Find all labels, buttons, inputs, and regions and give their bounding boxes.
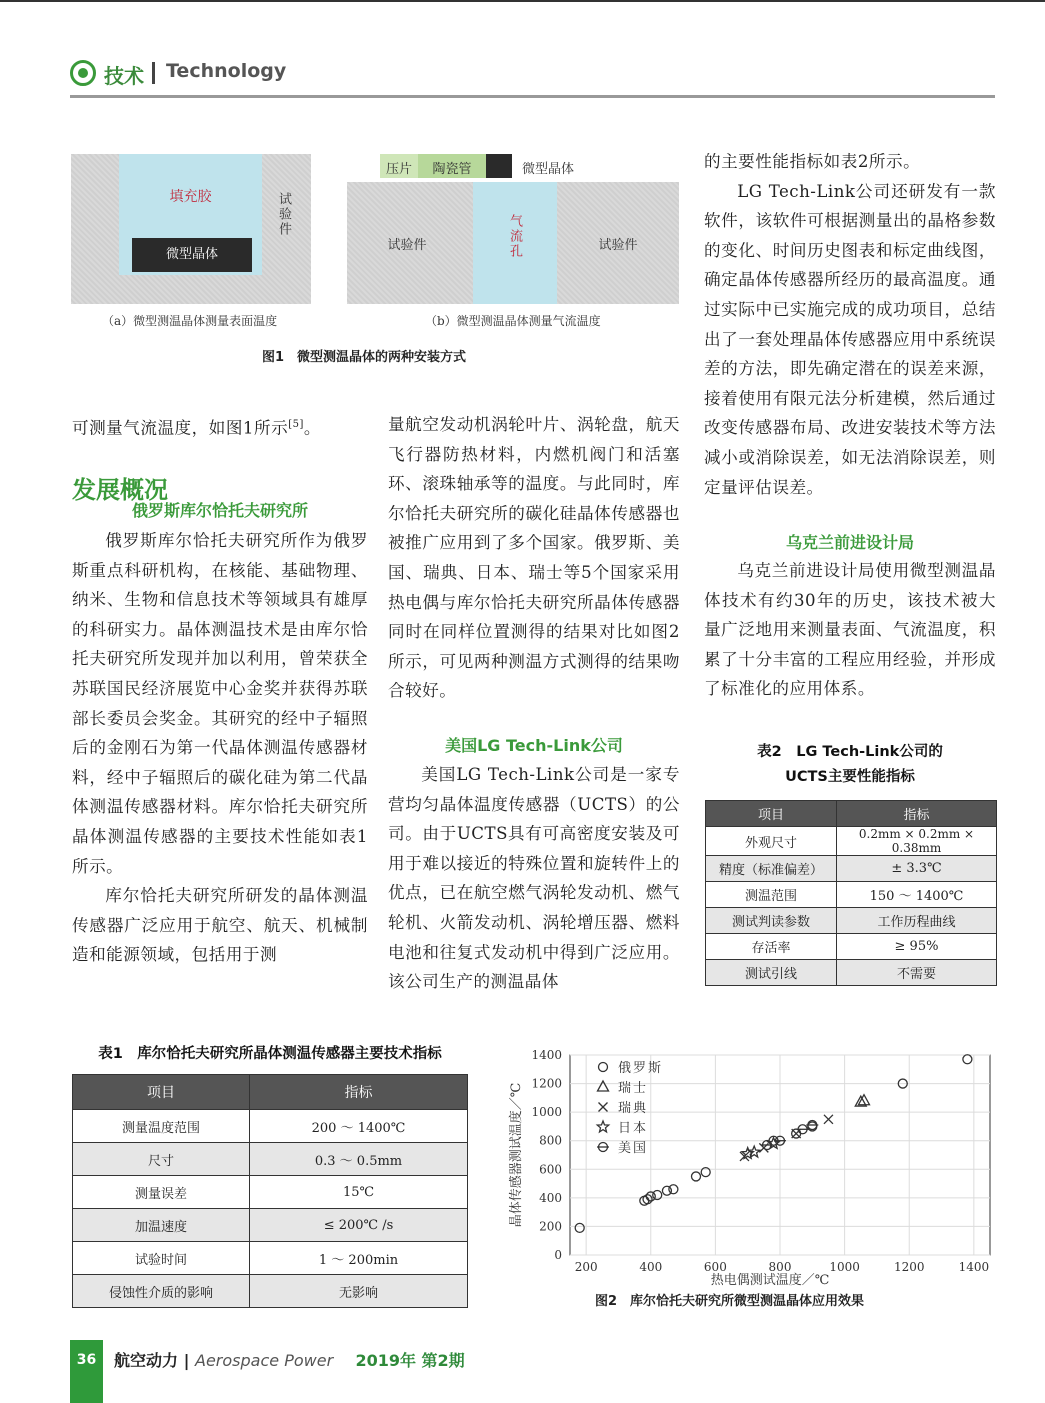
table1-cell: 侵蚀性介质的影响 (73, 1275, 250, 1308)
subheading-ukraine: 乌克兰前进设计局 (785, 533, 914, 552)
col2-paragraph-1: 量航空发动机涡轮叶片、涡轮盘，航天飞行器防热材料，内燃机阀门和活塞环、滚珠轴承等的温度。与此同时，库尔恰托夫研究所的碳化硅晶体传感器也被推广应用到了多个国家。俄罗斯、美国、瑞典、日本、瑞士等5个国家采用热电偶与库尔恰托夫研究所晶体传感器同时在同样位置测得的结果对比如图2所示，可见两种测温方式测得的结果吻合较好。 (388, 415, 680, 701)
table1-cell: 无影响 (250, 1275, 468, 1308)
table1-cell: 测量温度范围 (73, 1110, 250, 1143)
fig1b-hole-label: 气流孔 (507, 214, 522, 259)
y-tick-label: 400 (539, 1190, 562, 1205)
table1-header-item: 项目 (73, 1075, 250, 1110)
fig1a-caption: （a）微型测温晶体测量表面温度 (102, 314, 278, 328)
fig1b-crystal (486, 154, 512, 178)
legend-label: 美国 (618, 1141, 649, 1156)
page-number-tab (70, 1340, 103, 1403)
x-tick-label: 600 (703, 1260, 727, 1274)
table1-header-value: 指标 (250, 1075, 468, 1110)
table2-cell: 工作历程曲线 (837, 908, 997, 934)
fig1b-caption: （b）微型测温晶体测量气流温度 (425, 314, 601, 328)
table1-cell: ≤ 200℃ /s (250, 1209, 468, 1242)
section-heading: 发展概况 (72, 476, 168, 504)
header-rule (70, 95, 995, 98)
table-row (706, 960, 997, 986)
table2-cell: 150 ～ 1400℃ (837, 882, 997, 908)
page-number: 36 (76, 1352, 97, 1368)
x-tick-label: 1000 (829, 1260, 860, 1274)
col3-paragraph-1: LG Tech-Link公司还研发有一款软件，该软件可根据测量出的晶格参数的变化、时间历史图表和标定曲线图，确定晶体传感器所经历的最高温度。通过实际中已实施完成的成功项目，总结出了一套处理晶体传感器应用中系统误差的方法，即先确定潜在的误差来源，接着使用有限元法分析建模，然后通过改变传感器布局、改进安装技术等方法减小或消除误差，如无法消除误差，则定量评估误差。 (704, 181, 996, 497)
section-logo-icon (70, 60, 96, 86)
figure2-chart (500, 1040, 1000, 1290)
table2-cell: 不需要 (837, 960, 997, 986)
table-row (706, 856, 997, 882)
table2 (705, 800, 997, 986)
figure2-title: 图2 库尔恰托夫研究所微型测温晶体应用效果 (595, 1294, 865, 1309)
y-tick-label: 0 (554, 1248, 562, 1262)
x-tick-label: 1200 (893, 1260, 925, 1274)
chart-ylabel: 晶体传感器测试温度／℃ (509, 1082, 524, 1228)
table2-cell: 精度（标准偏差） (706, 856, 837, 882)
table2-cell: 外观尺寸 (706, 827, 837, 856)
col1-paragraph-1: 俄罗斯库尔恰托夫研究所作为俄罗斯重点科研机构，在核能、基础物理、纳米、生物和信息技术等领域具有雄厚的科研实力。晶体测温技术是由库尔恰托夫研究所发现并加以利用，曾荣获全苏联国民经济展览中心金奖并获得苏联部长委员会奖金。其研究的经中子辐照后的金刚石为第一代晶体测温传感器材料，经中子辐照后的碳化硅为第二代晶体测温传感器材料。库尔恰托夫研究所晶体测温传感器的主要技术性能如表1所示。 (72, 531, 368, 876)
chart-xlabel: 热电偶测试温度／℃ (710, 1273, 830, 1288)
table1-title: 表1 库尔恰托夫研究所晶体测温传感器主要技术指标 (98, 1046, 442, 1062)
table1-cell: 15℃ (250, 1176, 468, 1209)
table-row (706, 934, 997, 960)
table2-cell: 测温范围 (706, 882, 837, 908)
fig1b-crystal-label: 微型晶体 (522, 162, 575, 177)
column-1 (72, 410, 368, 443)
fig1a-crystal: 微型晶体 (132, 238, 252, 272)
table2-title-line2: UCTS主要性能指标 (785, 769, 915, 785)
col2-body (388, 760, 680, 997)
y-tick-label: 1400 (531, 1048, 562, 1062)
table1-cell: 0.3 ～ 0.5mm (250, 1143, 468, 1176)
table2-cell: 存活率 (706, 934, 837, 960)
table2-header-item: 项目 (706, 801, 837, 827)
table1-cell: 1 ～ 200min (250, 1242, 468, 1275)
table1-cell: 尺寸 (73, 1143, 250, 1176)
table1-cell: 测量误差 (73, 1176, 250, 1209)
table-row (73, 1242, 468, 1275)
fig1b-press-label: 压片 (385, 162, 412, 177)
col1-body (72, 526, 368, 970)
table1-cell: 试验时间 (73, 1242, 250, 1275)
table-row (73, 1275, 468, 1308)
table2-cell: ± 3.3℃ (837, 856, 997, 882)
journal-issue: 2019年 第2期 (355, 1351, 465, 1370)
column-3 (704, 147, 996, 502)
legend-label: 瑞典 (618, 1101, 649, 1116)
table-row (73, 1143, 468, 1176)
legend-label: 俄罗斯 (618, 1061, 664, 1076)
legend-label: 瑞士 (618, 1081, 649, 1096)
table2-header-value: 指标 (837, 801, 997, 827)
x-tick-label: 200 (574, 1260, 598, 1274)
col1-line0: 可测量气流温度，如图1所示[5]。 (72, 418, 321, 438)
figure1-title: 图1 微型测温晶体的两种安装方式 (262, 350, 467, 365)
table-row (73, 1176, 468, 1209)
table-row (73, 1209, 468, 1242)
subheading-lgtechlink: 美国LG Tech-Link公司 (445, 736, 623, 755)
table1 (72, 1074, 468, 1308)
x-tick-label: 1400 (958, 1260, 990, 1274)
table2-cell: 测试引线 (706, 960, 837, 986)
journal-name-cn: 航空动力 (114, 1351, 179, 1370)
fig1a-filler-label: 填充胶 (169, 189, 212, 205)
footer-journal: 航空动力 | Aerospace Power 2019年 第2期 (114, 1351, 465, 1370)
x-tick-label: 400 (639, 1260, 663, 1274)
table-row (73, 1110, 468, 1143)
journal-name-en: Aerospace Power (195, 1351, 334, 1370)
table2-cell: 0.2mm × 0.2mm × 0.38mm (837, 827, 997, 856)
top-rule (0, 0, 1045, 2)
col3-body (704, 556, 996, 704)
table2-cell: ≥ 95% (837, 934, 997, 960)
col1-paragraph-2: 库尔恰托夫研究所研发的晶体测温传感器广泛应用于航空、航天、机械制造和能源领域，包括用于测 (72, 886, 368, 965)
table-row (706, 827, 997, 856)
y-tick-label: 200 (539, 1219, 562, 1234)
legend-label: 日本 (618, 1121, 649, 1136)
fig1a-test-piece-label: 试验件 (276, 192, 291, 237)
y-tick-label: 1000 (531, 1105, 562, 1120)
header-divider (152, 62, 155, 84)
col2-paragraph-2: 美国LG Tech-Link公司是一家专营均匀晶体温度传感器（UCTS）的公司。由于UCTS具有可高密度安装及可用于难以接近的特殊位置和旋转件上的优点，已在航空燃气涡轮发动机、燃气轮机、火箭发动机、涡轮增压器、燃料电池和往复式发动机中得到广泛应用。该公司生产的测温晶体 (388, 765, 680, 992)
fig1b-right-label: 试验件 (598, 238, 638, 253)
x-tick-label: 800 (768, 1260, 792, 1274)
y-tick-label: 800 (539, 1133, 562, 1148)
col3-paragraph-2: 乌克兰前进设计局使用微型测温晶体技术有约30年的历史，该技术被大量广泛地用来测量表面、气流温度，积累了十分丰富的工程应用经验，并形成了标准化的应用体系。 (704, 561, 996, 699)
fig1b-left-label: 试验件 (387, 238, 427, 253)
table-row (706, 908, 997, 934)
table1-cell: 加温速度 (73, 1209, 250, 1242)
y-tick-label: 600 (539, 1162, 562, 1177)
table1-cell: 200 ～ 1400℃ (250, 1110, 468, 1143)
fig1b-tube-label: 陶瓷管 (432, 162, 472, 177)
col3-paragraph-0: 的主要性能指标如表2所示。 (704, 152, 921, 171)
table2-cell: 测试判读参数 (706, 908, 837, 934)
y-tick-label: 1200 (531, 1076, 562, 1091)
column-2 (388, 410, 680, 706)
table2-title-line1: 表2 LG Tech-Link公司的 (757, 744, 943, 760)
section-title-en: Technology (166, 60, 287, 82)
section-title-cn: 技术 (104, 64, 144, 88)
table-row (706, 882, 997, 908)
subheading-kurchatov: 俄罗斯库尔恰托夫研究所 (131, 501, 308, 520)
